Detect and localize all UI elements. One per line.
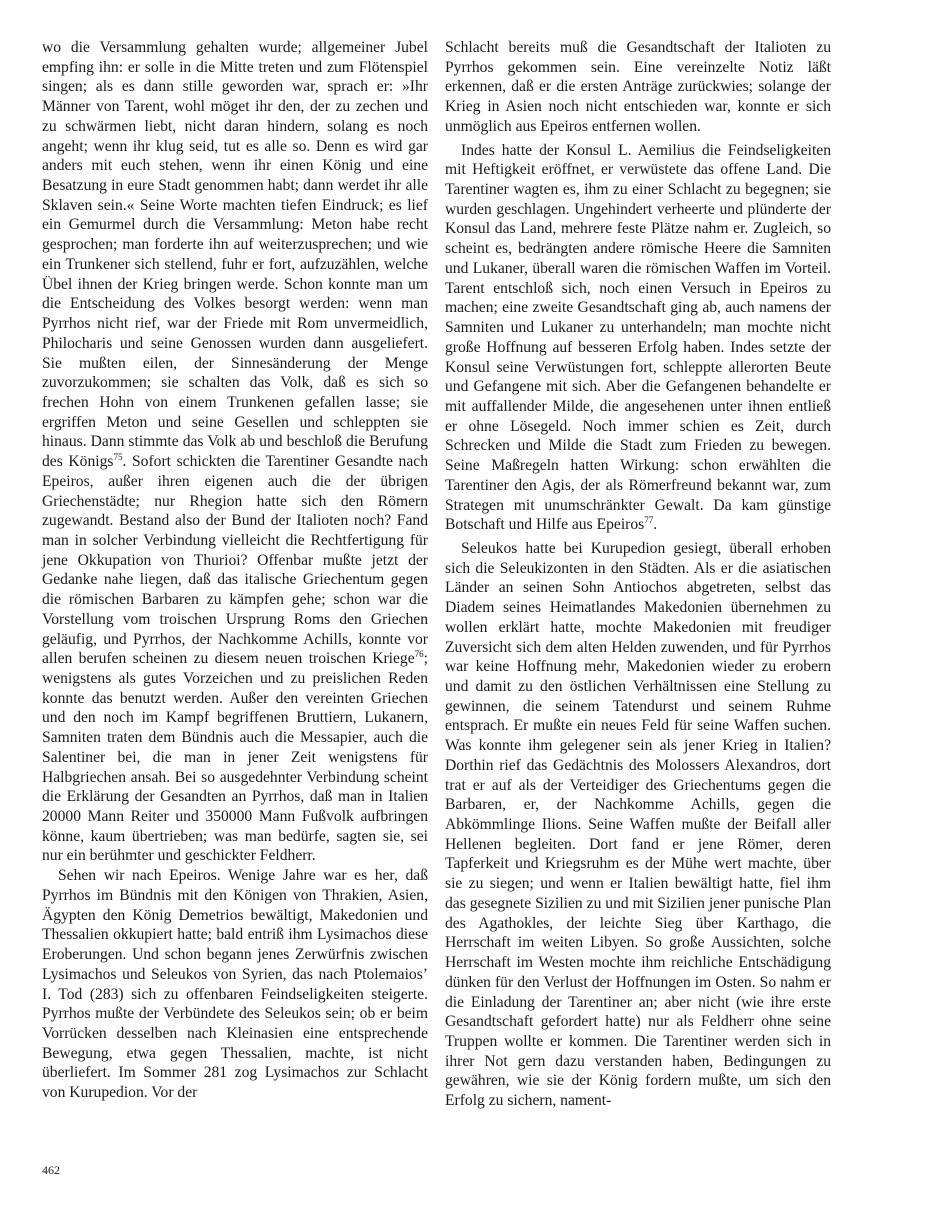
paragraph xyxy=(445,141,831,535)
footnote-marker: 75 xyxy=(113,452,123,463)
left-text-column xyxy=(42,38,428,1103)
paragraph: Schlacht bereits muß die Gesandtschaft der Italioten zu Pyrrhos gekommen sein. Eine vereinzelte Notiz läßt erkennen, daß er die ersten Anträge zurückwies; solange der Krieg in Asien noch nicht entschieden war, konnte er sich unmöglich aus Epeiros entfernen wollen. xyxy=(445,39,831,135)
text-run: ; wenigstens als gutes Vorzeichen und zu preislichen Reden konnte das benutzt werden. Außer den vereinten Griechen und den noch im Kampf begriffenen Bruttiern, Lukanern, Samniten traten dem Bündnis auch die Messapier, auch die Salentiner bei, die man in jener Zeit wenigstens für Halbgriechen ansah. Bei so ausgedehnter Verbindung scheint die Erklärung der Gesandten an Pyrrhos, daß man in Italien 20000 Mann Reiter und 350000 Mann Fußvolk aufbringen könne, kaum übertrieben; was man bedürfe, sagten sie, sei nur ein berühmter und geschickter Feldherr. xyxy=(42,650,428,865)
paragraph: Sehen wir nach Epeiros. Wenige Jahre war es her, daß Pyrrhos im Bündnis mit den Königen von Thrakien, Asien, Ägypten den König Demetrios bewältigt, Makedonien und Thessalien okkupiert hatte; bald entriß ihm Lysimachos diese Eroberungen. Und schon begann jenes Zerwürfnis zwischen Lysimachos und Seleukos von Syrien, das nach Ptolemaios’ I. Tod (283) sich zu offenbaren Feindseligkeiten steigerte. Pyrrhos mußte der Verbündete des Seleukos sein; ob er beim Vorrücken desselben nach Kleinasien eine entsprechende Bewegung, etwa gegen Thessalien, machte, ist nicht überliefert. Im Sommer 281 zog Lysimachos zur Schlacht von Kurupedion. Vor der xyxy=(42,867,428,1102)
right-text-column xyxy=(445,38,831,1111)
text-run: Indes hatte der Konsul L. Aemilius die Feindseligkeiten mit Heftigkeit eröffnet, er verwüstete das offene Land. Die Tarentiner wagten es, ihm zu einer Schlacht zu begegnen; sie wurden geschlagen. Ungehindert verheerte und plünderte der Konsul das Land, mehrere feste Plätze nahm er. Zugleich, so scheint es, bedrängten andere römische Heere die Samniten und Lukaner, überall waren die römischen Waffen im Vorteil. Tarent entschloß sich, noch einen Versuch in Epeiros zu machen; eine zweite Gesandtschaft ging ab, auch namens der Samniten und Lukaner zu unterhandeln; man mochte nicht große Hoffnung auf besseren Erfolg haben. Indes setzte der Konsul seine Verwüstungen fort, schleppte allerorten Beute und Gefangene mit sich. Aber die Gefangenen behandelte er mit auffallender Milde, die angesehenen unter ihnen entließ er ohne Lösegeld. Noch immer schien es Zeit, durch Schrecken und Milde die Stadt zum Frieden zu bewegen. Seine Maßregeln hatten Wirkung: schon erwählten die Tarentiner den Agis, der als Römerfreund bekannt war, zum Strategen mit unumschränkter Gewalt. Da kam günstige Botschaft und Hilfe aus Epeiros xyxy=(445,141,831,534)
footnote-marker: 77 xyxy=(644,515,654,526)
text-run: . Sofort schickten die Tarentiner Gesandte nach Epeiros, außer ihren eigenen auch die der übrigen Griechenstädte; nur Rhegion hatte sich den Römern zugewandt. Bestand also der Bund der Italioten noch? Fand man in solcher Verbindung vielleicht die Rechtfertigung für jene Okkupation von Thurioi? Offenbar mußte jetzt der Gedanke nahe liegen, daß das italische Griechentum gegen die römischen Barbaren zu kämpfen gehe; schon war die Vorstellung vom troischen Ursprung Roms den Griechen geläufig, und Pyrrhos, der Nachkomme Achills, konnte vor allen berufen scheinen zu diesem neuen troischen Kriege xyxy=(42,453,428,668)
page-number: 462 xyxy=(42,1163,60,1177)
text-run: wo die Versammlung gehalten wurde; allgemeiner Jubel empfing ihn: er solle in die Mitte treten und zum Flötenspiel singen; als es dann stille geworden war, sprach er: »Ihr Männer von Tarent, wohl möget ihr den, der zu zechen und zu schwärmen liebt, nicht daran hindern, solang es noch angeht; wenn ihr klug seid, tut es alle so. Denn es wird gar anders mit euch stehen, wenn ihr einen König und eine Besatzung in eure Stadt genommen habt; dann werdet ihr alle Sklaven sein.« Seine Worte machten tiefen Eindruck; es lief ein Gemurmel durch die Versammlung: Meton habe recht gesprochen; man forderte ihn auf weiterzusprechen; und wie ein Trunkener sich stellend, fuhr er fort, aufzuzählen, welche Übel ihnen der Krieg bringen werde. Schon konnte man um die Entscheidung des Volkes besorgt werden: wenn man Pyrrhos nicht rief, war der Friede mit Rom unvermeidlich, Philocharis und seine Genossen wurden dann ausgeliefert. Sie mußten eilen, der Sinnesänderung der Menge zuvorzukommen; sie schalten das Volk, daß es sich so frechen Hohn von einem Trunkenen gefallen lasse; sie ergriffen Meton und seine Gesellen und schleppten sie hinaus. Dann stimmte das Volk ab und beschloß die Berufung des Königs xyxy=(42,39,428,471)
text-run: . xyxy=(653,516,658,534)
paragraph: Seleukos hatte bei Kurupedion gesiegt, überall erhoben sich die Seleukizonten in den Städten. Als er die asiatischen Länder an seinen Sohn Antiochos abgetreten, selbst das Diadem seines Heimatlandes Makedonien übernehmen zu wollen erklärt hatte, mochte Makedonien mit freudiger Zuversicht sich dem alten Helden zuwenden, und für Pyrrhos war keine Hoffnung mehr, Makedonien wieder zu erobern und damit zu den östlichen Verhältnissen eine Stellung zu gewinnen, die seinem Tatendurst und seinem Ruhme entsprach. Er mußte ein neues Feld für seine Waffen suchen. Was konnte ihm gelegener sein als jener Krieg in Italien? Dorthin rief das Gedächtnis des Molossers Alexandros, dort trat er auf als der Verteidiger des Griechentums gegen die Barbaren, er, der Nachkomme Achills, gegen die Abkömmlinge Ilions. Seine Waffen mußte der Beifall aller Hellenen begleiten. Dort fand er jene Römer, deren Tapferkeit und Kriegsruhm es der Mühe wert machte, über sie zu siegen; und wenn er Italien bewältigt hatte, fiel ihm das gesegnete Sizilien zu und mit Sizilien jener punische Plan des Agathokles, der leichte Sieg über Karthago, die Herrschaft im weiten Libyen. So große Aussichten, solche Herrschaft im Westen mochte ihm reichliche Entschädigung dünken für den Verlust der Hoffnungen im Osten. So nahm er die Einladung der Tarentiner an; aber nicht (wie ihre erste Gesandtschaft gefordert hatte) nur als Feldherr ohne seine Truppen wollte er kommen. Die Tarentiner werden sich in ihrer Not gern dazu verstanden haben, Bedingungen zu gewähren, wie sie der König fordern mußte, um sich den Erfolg zu sichern, nament- xyxy=(445,539,831,1110)
paragraph xyxy=(42,38,428,866)
footnote-marker: 76 xyxy=(414,649,424,660)
